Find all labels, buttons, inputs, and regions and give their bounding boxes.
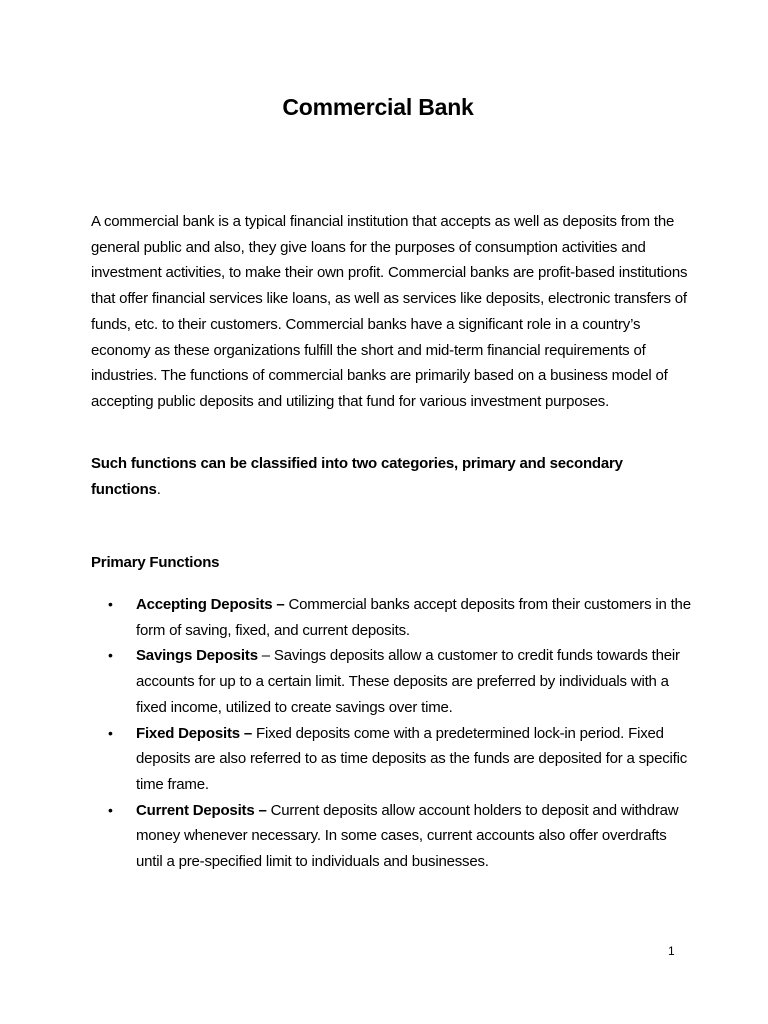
primary-functions-list (91, 592, 691, 875)
list-item (91, 643, 691, 720)
list-item-text: Commercial banks accept deposits from their customers in the form of saving, fixed, and current deposits. (136, 596, 691, 639)
bullet-icon: • (108, 724, 113, 741)
section-heading-primary-functions: Primary Functions (91, 554, 220, 571)
list-item-term: Savings Deposits (136, 647, 258, 665)
list-item-term: Current Deposits – (136, 801, 267, 819)
bullet-icon: • (108, 647, 113, 664)
summary-bold-text: Such functions can be classified into two categories, primary and secondary functions (91, 455, 623, 498)
list-item (91, 721, 691, 798)
page-number: 1 (668, 944, 675, 958)
list-item (91, 798, 691, 875)
summary-paragraph (91, 451, 691, 502)
intro-paragraph: A commercial bank is a typical financial institution that accepts as well as deposits from the general public and also, they give loans for the purposes of consumption activities and investment activities, to make their own profit. Commercial banks are profit-based institutions that offer financial services like loans, as well as services like deposits, electronic transfers of funds, etc. to their customers. Commercial banks have a significant role in a country’s economy as these organizations fulfill the short and mid-term financial requirements of industries. The functions of commercial banks are primarily based on a business model of accepting public deposits and utilizing that fund for various investment purposes. (91, 213, 688, 410)
list-item-text: Fixed deposits come with a predetermined lock-in period. Fixed deposits are also referred to as time deposits as the funds are deposited for a specific time frame. (136, 724, 688, 793)
list-item (91, 592, 691, 643)
page-title: Commercial Bank (282, 94, 474, 120)
bullet-icon: • (108, 596, 113, 612)
bullet-icon: • (108, 801, 113, 818)
list-item-term: Accepting Deposits – (136, 596, 285, 613)
list-item-term: Fixed Deposits – (136, 724, 253, 742)
list-item-text: – Savings deposits allow a customer to credit funds towards their accounts for up to a certain limit. These deposits are preferred by individuals with a fixed income, utilized to create savings over time. (136, 647, 680, 716)
summary-period: . (156, 480, 161, 498)
list-item-text: Current deposits allow account holders to deposit and withdraw money whenever necessary. In some cases, current accounts also offer overdrafts until a pre-specified limit to individuals and businesses. (136, 801, 679, 871)
